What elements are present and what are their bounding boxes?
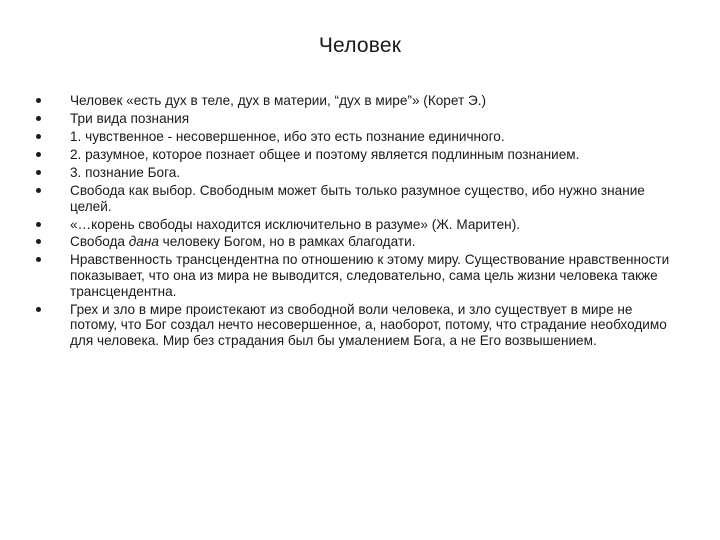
bullet-text: Свобода как выбор. Свободным может быть только разумное существо, ибо нужно знание целей. xyxy=(70,182,645,214)
bullet-dot xyxy=(36,188,41,193)
bullet-dot xyxy=(36,307,41,312)
bullet-dot xyxy=(36,134,41,139)
slide-title: Человек xyxy=(318,34,402,57)
bullet-emphasis: дана xyxy=(128,234,159,250)
bullet-dot xyxy=(36,116,41,121)
bullet-item xyxy=(36,183,680,214)
bullet-text-part: человеку Богом, но в рамках благодати. xyxy=(158,234,416,250)
bullet-text: Человек «есть дух в теле, дух в материи, “дух в мире”» (Корет Э.) xyxy=(70,93,487,108)
bullet-item xyxy=(36,165,680,181)
bullet-text: 1. чувственное - несовершенное, ибо это есть познание единичного. xyxy=(70,128,505,144)
bullet-item xyxy=(36,111,680,127)
bullet-item xyxy=(36,302,680,349)
bullet-text: 3. познание Бога. xyxy=(70,164,181,180)
bullet-text: Три вида познания xyxy=(70,110,190,126)
bullet-text-part: Свобода xyxy=(70,234,129,250)
bullet-item xyxy=(36,252,680,299)
bullet-item xyxy=(36,147,680,163)
bullet-dot xyxy=(36,222,41,227)
bullet-text: Грех и зло в мире проистекают из свободной воли человека, и зло существует в мире не потому, что Бог создал нечто несовершенное, а, наоборот, потому, что страдание необходимо для человека. Мир без страдания был бы умалением Бога, а не Его возвышением. xyxy=(70,301,667,348)
bullet-item xyxy=(36,93,680,109)
bullet-text: Нравственность трансцендентна по отношению к этому миру. Существование нравственности показывает, что она из мира не выводится, следовательно, сама цель жизни человека также трансцендентна. xyxy=(70,252,670,299)
bullet-dot xyxy=(36,170,41,175)
bullet-item xyxy=(36,129,680,145)
bullet-dot xyxy=(36,152,41,157)
bullet-dot xyxy=(36,239,41,244)
bullet-dot xyxy=(36,257,41,262)
bullet-text: «…корень свободы находится исключительно в разуме» (Ж. Маритен). xyxy=(70,216,520,232)
bullet-list xyxy=(36,93,680,351)
bullet-item xyxy=(36,217,680,233)
bullet-dot xyxy=(36,98,41,103)
bullet-text: 2. разумное, которое познает общее и поэтому является подлинным познанием. xyxy=(70,146,580,162)
bullet-item xyxy=(36,234,680,250)
